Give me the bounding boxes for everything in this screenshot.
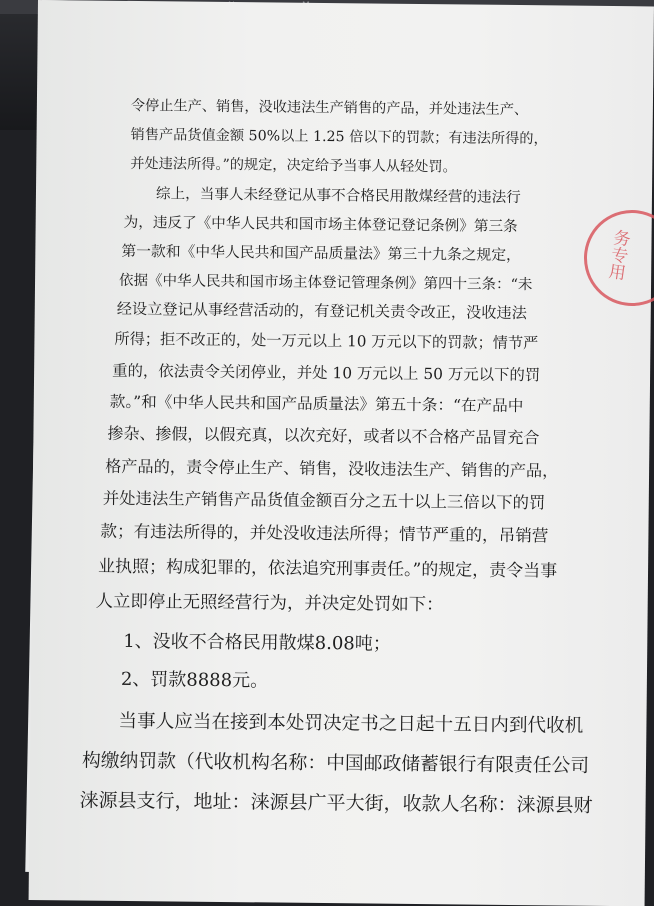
doc-line-15: 款；有违法所得的，并处没收违法所得；情节严重的，吊销营 [100,521,549,546]
doc-line-8: 经设立登记从事经营活动的，有登记机关责令改正，没收违法 [116,299,527,323]
doc-line-2: 销售产品货值金额 50%以上 1.25 倍以下的罚款；有违法所得的， [130,126,548,148]
doc-line-21: 构缴纳罚款（代收机构名称：中国邮政储蓄银行有限责任公司 [81,750,590,777]
doc-line-14: 并处违法生产销售产品货值金额百分之五十以上三倍以下的罚 [102,488,546,513]
doc-line-13: 格产品的，责令停止生产、销售，没收违法生产、销售的产品， [105,456,559,481]
doc-line-16: 业执照；构成犯罪的，依法追究刑事责任。”的规定，责令当事 [97,556,558,582]
penalty-item-1: 1、没收不合格民用散煤8.08吨； [123,630,391,655]
doc-line-6: 第一款和《中华人民共和国产品质量法》第三十九条之规定， [121,242,521,265]
doc-line-12: 掺杂、掺假，以假充真，以次充好，或者以不合格产品冒充合 [107,423,540,448]
doc-line-11: 款。”和《中华人民共和国产品质量法》第五十条：“在产品中 [109,392,524,416]
doc-line-17: 人立即停止无照经营行为，并决定处罚如下： [95,591,444,616]
doc-line-5: 为，违反了《中华人民共和国市场主体登记登记条例》第三条 [123,213,518,236]
doc-line-22: 涞源县支行，地址：涞源县广平大街，收款人名称：涞源县财 [79,789,593,817]
penalty-item-2: 2、罚款8888元。 [120,668,269,692]
seal-text: 务专用 [603,227,631,282]
doc-line-20: 当事人应当在接到本处罚决定书之日起十五日内到代收机 [118,710,584,737]
doc-line-1: 令停止生产、销售，没收违法生产销售的产品，并处违法生产、 [130,97,529,119]
doc-line-9: 所得；拒不改正的，处一万元以上 10 万元以下的罚款；情节严 [114,329,539,353]
doc-line-3: 并处违法所得。”的规定，决定给予当事人从轻处罚。 [130,155,457,176]
document-page [29,0,654,906]
doc-line-7: 依据《中华人民共和国市场主体登记管理条例》第四十三条：“未 [118,272,533,294]
doc-line-10: 重的，依法责令关闭停业，并处 10 万元以上 50 万元以下的罚 [112,361,541,385]
doc-line-4: 综上，当事人未经登记从事不合格民用散煤经营的违法行 [155,185,521,207]
